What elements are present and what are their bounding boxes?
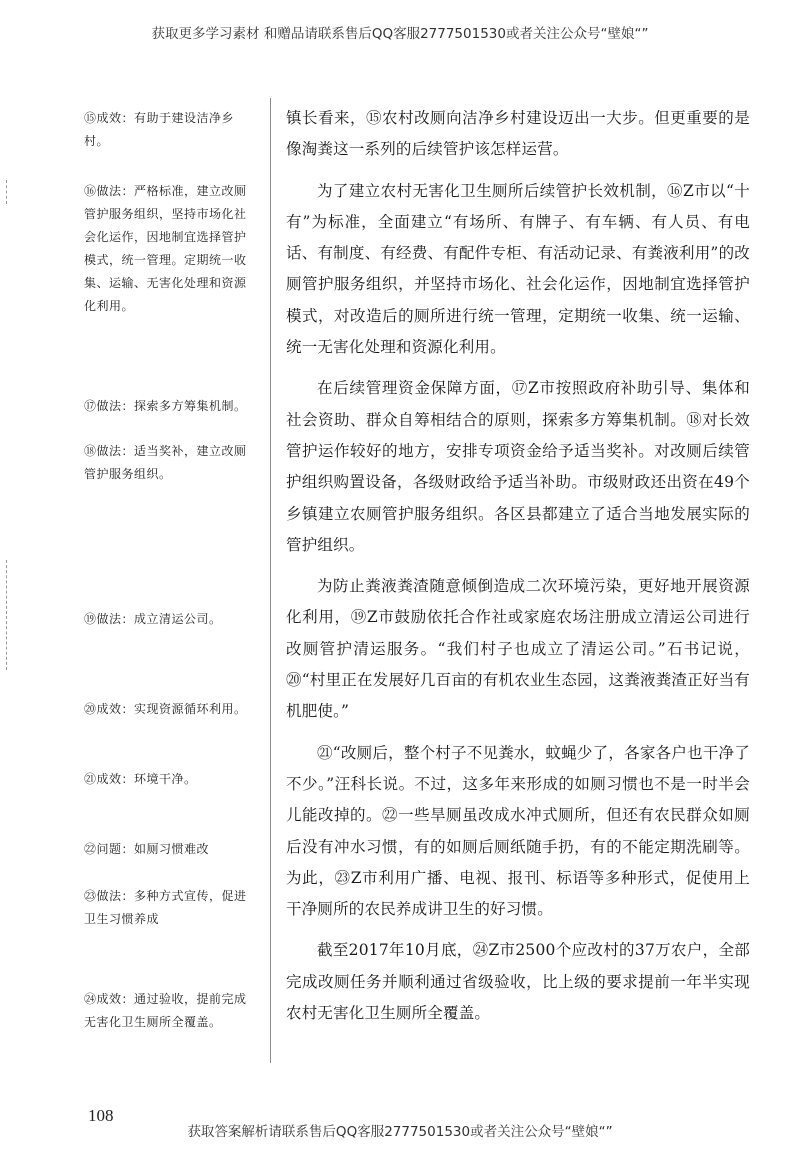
paragraph-3: 在后续管理资金保障方面，⑰Z市按照政府补助引导、集体和社会资助、群众自筹相结合的原则，探索多方筹集机制。⑱对长效管护运作较好的地方，安排专项资金给予适当奖补。对改厕后续管护组织购置设备，各级财政给予适当补助。市级财政还出资在49个乡镇建立农厕管护服务组织。各区县都建立了适合当地发展实际的管护组织。 [286, 379, 750, 554]
margin-note-19: ⑲做法：成立清运公司。 [84, 612, 222, 626]
page-header: 获取更多学习素材 和赠品请联系售后QQ客服2777501530或者关注公众号“壁娘“” [151, 26, 649, 42]
page-footer: 获取答案解析请联系售后QQ客服2777501530或者关注公众号“壁娘“” [187, 1124, 613, 1140]
paragraph-6: 截至2017年10月底，㉔Z市2500个应改村的37万农户，全部完成改厕任务并顺利通过省级验收，比上级的要求提前一年半实现农村无害化卫生厕所全覆盖。 [286, 941, 750, 1023]
binding-mark-top [6, 180, 15, 204]
paragraph-1: 镇长看来，⑮农村改厕向洁净乡村建设迈出一大步。但更重要的是像淘粪这一系列的后续管护该怎样运营。 [286, 109, 750, 159]
paragraph-5: ㉑“改厕后，整个村子不见粪水，蚊蝇少了，各家各户也干净了不少。”汪科长说。不过，这多年来形成的如厕习惯也不是一时半会儿能改掉的。㉒一些旱厕虽改成水冲式厕所，但还有农民群众如厕后没有冲水习惯，有的如厕后厕纸随手扔，有的不能定期洗刷等。为此，㉓Z市利用广播、电视、报刊、标语等多种形式，促使用上干净厕所的农民养成讲卫生的好习惯。 [286, 743, 750, 919]
margin-note-18: ⑱做法：适当奖补，建立改厕管护服务组织。 [84, 444, 247, 481]
margin-note-24: ㉔成效：通过验收，提前完成无害化卫生厕所全覆盖。 [84, 992, 247, 1029]
margin-note-21: ㉑成效：环境干净。 [84, 772, 197, 786]
margin-note-22: ㉒问题：如厕习惯难改 [84, 842, 210, 856]
main-text-column [286, 103, 750, 1029]
margin-note-23: ㉓做法：多种方式宣传，促进卫生习惯养成 [84, 889, 247, 926]
margin-note-16: ⑯做法：严格标准，建立改厕管护服务组织，坚持市场化社会化运作，因地制宜选择管护模式，统一管理。定期统一收集、运输、无害化处理和资源化利用。 [84, 184, 247, 313]
margin-note-20: ⑳成效：实现资源循环利用。 [84, 702, 247, 716]
binding-mark-middle [6, 560, 15, 670]
paragraph-2: 为了建立农村无害化卫生厕所后续管护长效机制，⑯Z市以“十有”为标准，全面建立“有场所、有牌子、有车辆、有人员、有电话、有制度、有经费、有配件专柜、有活动记录、有粪液利用”的改厕管护服务组织，并坚持市场化、社会化运作，因地制宜选择管护模式，对改造后的厕所进行统一管理，定期统一收集、统一运输、统一无害化处理和资源化利用。 [286, 181, 750, 357]
page-number: 108 [88, 1106, 114, 1125]
column-divider [270, 98, 271, 1063]
paragraph-4: 为防止粪液粪渣随意倾倒造成二次环境污染，更好地开展资源化利用，⑲Z市鼓励依托合作社或家庭农场注册成立清运公司进行改厕管护清运服务。“我们村子也成立了清运公司。”石书记说，⑳“村里正在发展好几百亩的有机农业生态园，这粪液粪渣正好当有机肥使。” [286, 577, 750, 721]
margin-note-17: ⑰做法：探索多方筹集机制。 [84, 399, 247, 413]
margin-note-15: ⑮成效：有助于建设洁净乡村。 [84, 111, 235, 148]
